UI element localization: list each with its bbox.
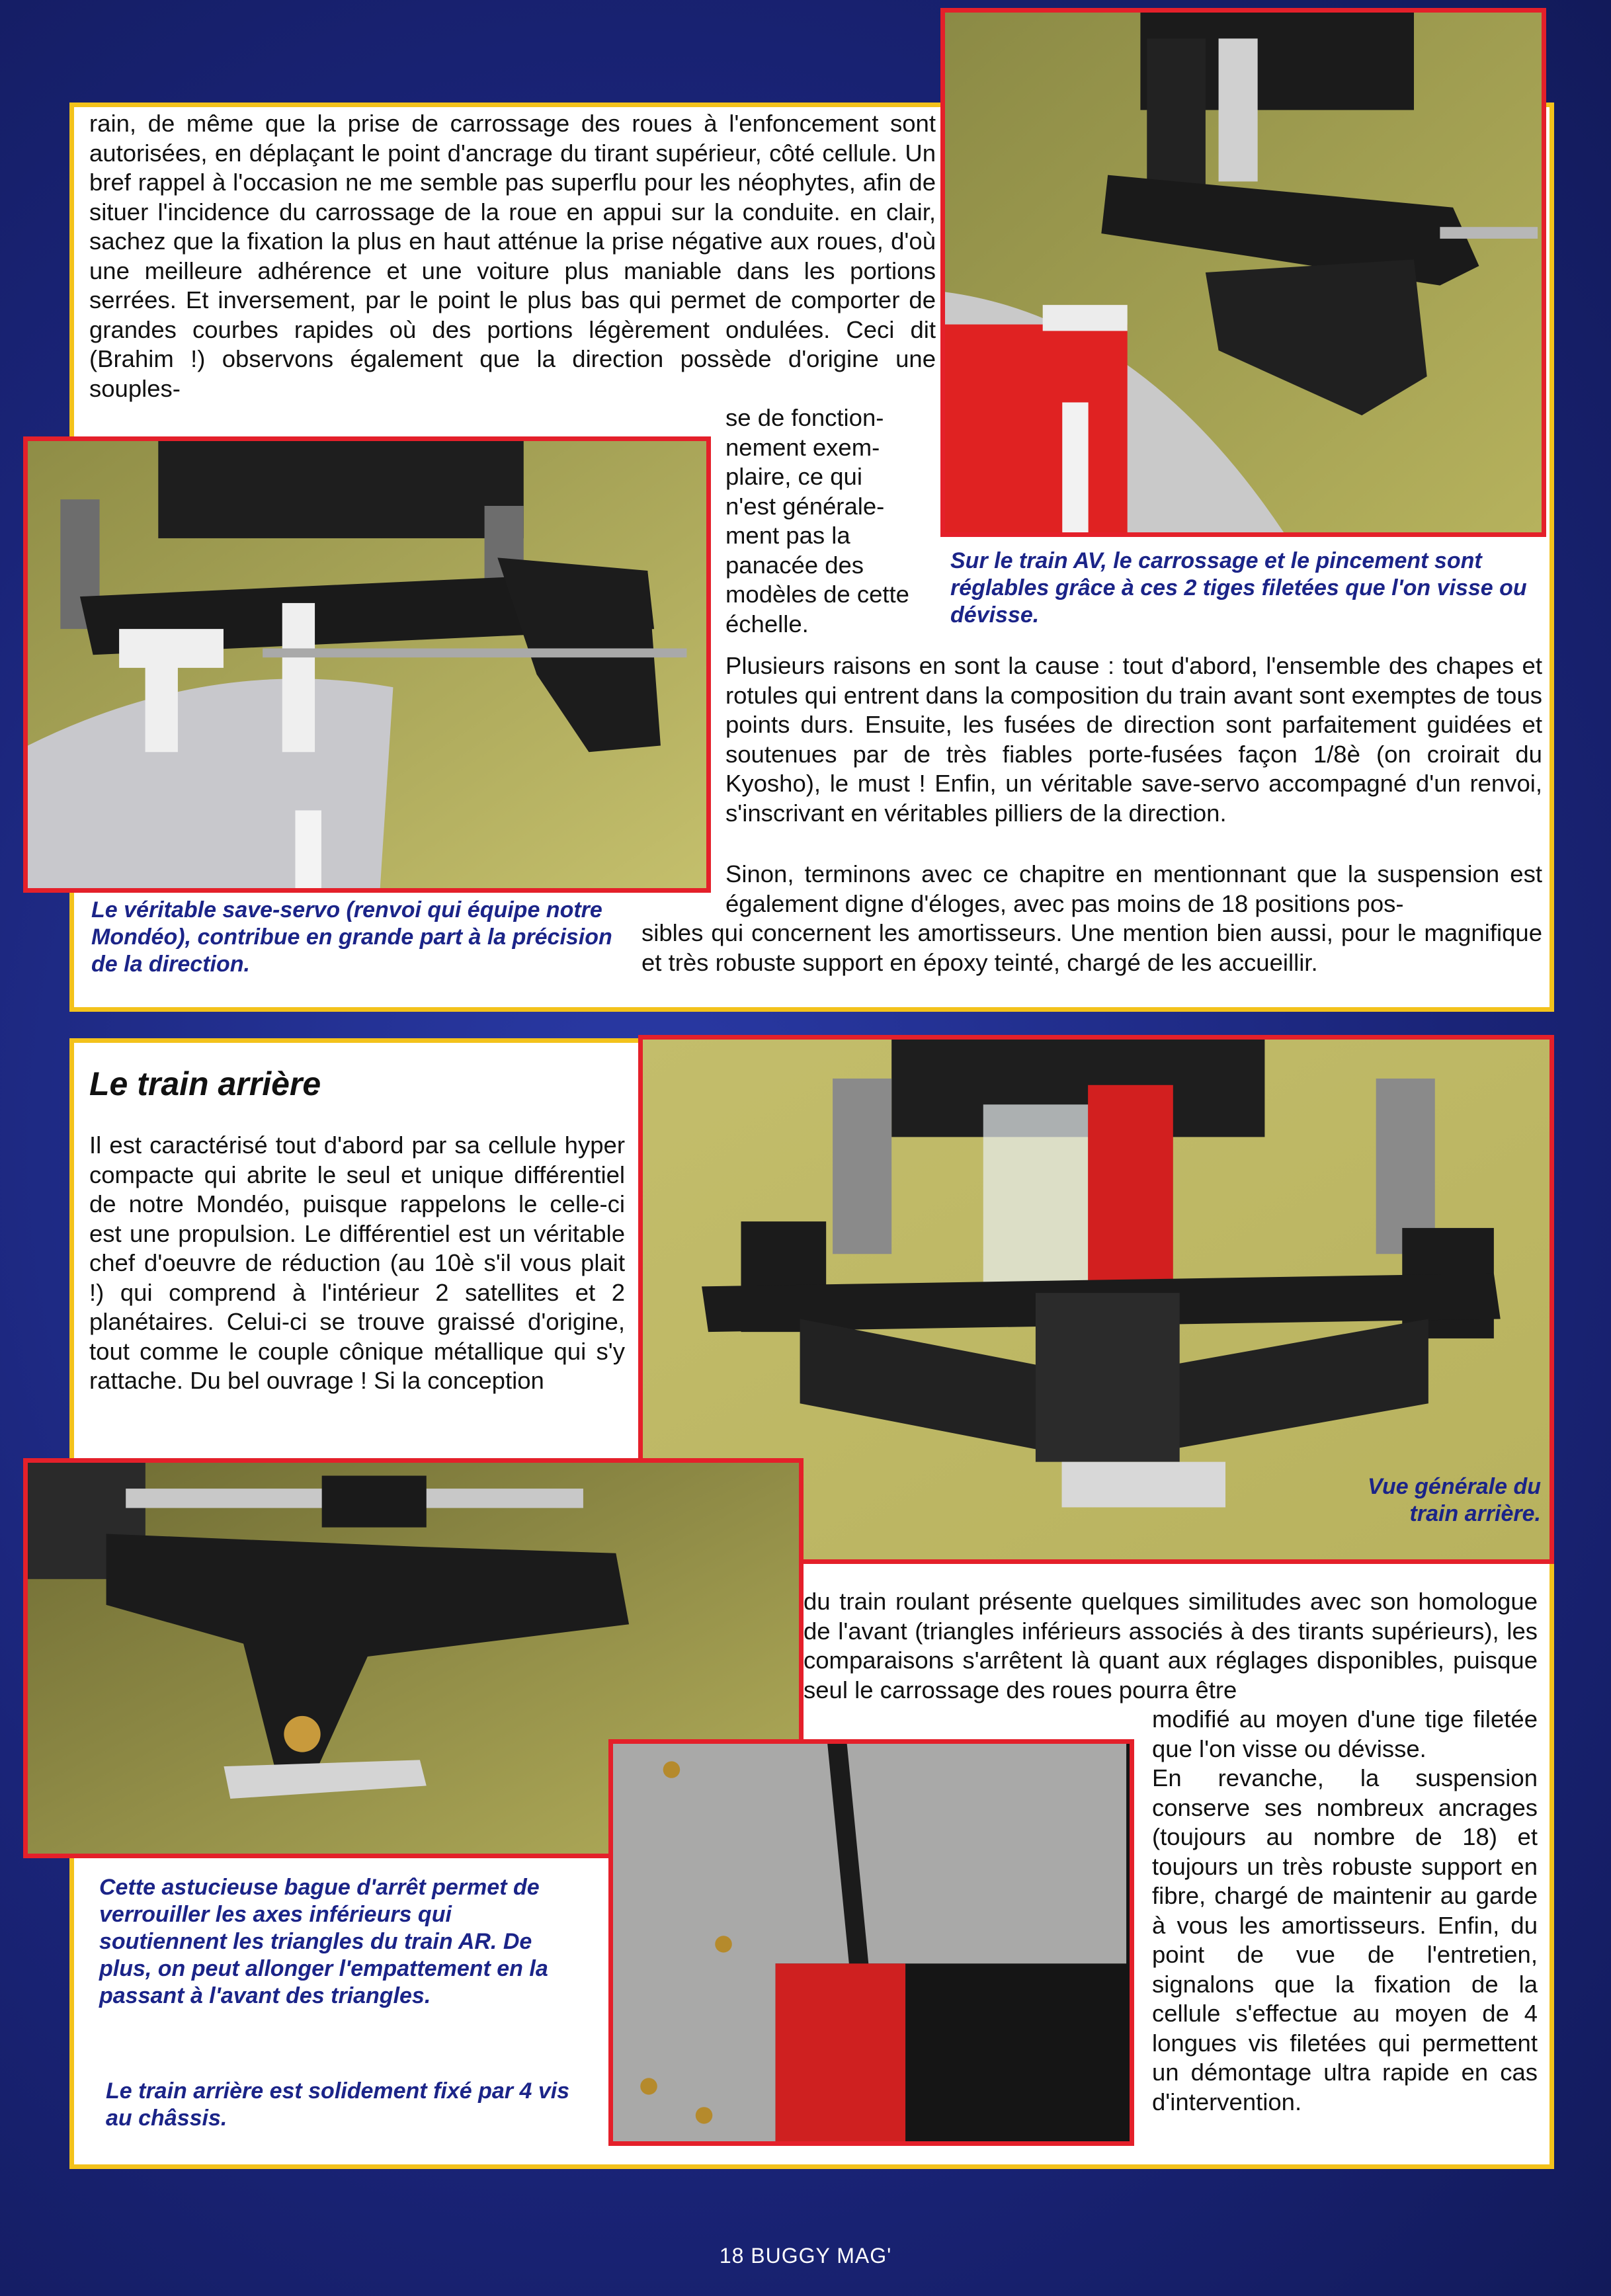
chassis-plate-illustration xyxy=(613,1744,1130,2141)
save-servo-illustration xyxy=(28,441,706,888)
bottom-paragraph-1: Il est caractérisé tout d'abord par sa cellule hyper compacte qui abrite le seul et unique différentiel de notre Mondéo, puisque rappelons le celle-ci est une propulsion. Le différentiel est un véritable chef d'oeuvre de réduction (au 10è s'il vous plait !) qui comprend à l'intérieur 2 satellites et 2 planétaires. Celui-ci se trouve graissé d'origine, tout comme le couple cônique métallique qui s'y rattache. Du bel ouvrage ! Si la conception xyxy=(89,1131,625,1394)
section-heading: Le train arrière xyxy=(89,1065,321,1102)
top-paragraph-2: Plusieurs raisons en sont la cause : tout d'abord, l'ensemble des chapes et rotules qui entrent dans la composition du train avant sont exemptes de tous points durs. Ensuite, les fusées de direction sont parfaitement guidées et soutenues par de très fiables porte-fusées façon 1/8è (on croirait du Kyosho), le must ! Enfin, un véritable save-servo accompagné d'un renvoi, s'inscrivant en véritables pilliers de la direction. xyxy=(725,652,1542,827)
caption-rear-train-overview: Vue générale du train arrière. xyxy=(1367,1474,1541,1526)
caption-front-train: Sur le train AV, le carrossage et le pincement sont réglables grâce à ces 2 tiges filetées que l'on visse ou dévisse. xyxy=(950,548,1527,628)
bottom-paragraph-3: En revanche, la suspension conserve ses nombreux ancrages (toujours au nombre de 18) et toujours un très robuste support en fibre, chargé de maintenir au garde à vous les amortisseurs. Enfin, du point de vue de l'entretien, signalons que la fixation de la cellule s'effectue au moyen de 4 longues vis filetées qui permettent un démontage ultra rapide en cas d'intervention. xyxy=(1152,1764,1538,2115)
top-paragraph-3b: sibles qui concernent les amortisseurs. Une mention bien aussi, pour le magnifique et très robuste support en époxy teinté, chargé de les accueillir. xyxy=(641,919,1542,976)
bottom-paragraph-2-continued: modifié au moyen d'une tige filetée que l'on visse ou dévisse. xyxy=(1152,1705,1538,1762)
photo-save-servo xyxy=(23,436,711,893)
photo-front-train-adjusters xyxy=(940,8,1546,537)
top-paragraph-1: rain, de même que la prise de carrossage des roues à l'enfoncement sont autorisées, en déplaçant le point d'ancrage du tirant supérieur, côté cellule. Un bref rappel à l'occasion ne me semble pas superflu pour les néophytes, afin de situer l'incidence du carrossage de la roue en appui sur la conduite. en clair, sachez que la fixation la plus en haut atténue la prise négative aux roues, d'où une meilleure adhérence et une voiture plus maniable dans les portions serrées. Et inversement, par le point le plus bas qui permet de comporter de grandes courbes rapides où des portions légèrement ondulées. Ceci dit (Brahim !) observons également que la direction possède d'origine une souples- xyxy=(89,110,936,402)
caption-locking-ring: Cette astucieuse bague d'arrêt permet de verrouiller les axes inférieurs qui soutiennent les triangles du train AR. De plus, on peut allonger l'empattement en la passant à l'avant des triangles. xyxy=(99,1875,548,2008)
bottom-paragraph-2: du train roulant présente quelques similitudes avec son homologue de l'avant (triangles inférieurs associés à des tirants supérieurs), les comparaisons s'arrêtent là quant aux réglages disponibles, puisque seul le carrossage des roues pourra être xyxy=(804,1588,1538,1703)
photo-chassis-plate xyxy=(608,1739,1134,2146)
caption-rear-fixing: Le train arrière est solidement fixé par 4 vis au châssis. xyxy=(106,2078,570,2131)
page-footer: 18 BUGGY MAG' xyxy=(719,2244,892,2268)
top-paragraph-1-continued: se de fonction- nement exem- plaire, ce qui n'est générale- ment pas la panacée des modèles de cette échelle. xyxy=(725,404,909,637)
top-paragraph-3a: Sinon, terminons avec ce chapitre en mentionnant que la suspension est également digne d'éloges, avec pas moins de 18 positions pos- xyxy=(725,860,1542,917)
caption-save-servo: Le véritable save-servo (renvoi qui équipe notre Mondéo), contribue en grande part à la précision de la direction. xyxy=(91,897,612,977)
front-train-illustration xyxy=(945,13,1542,532)
